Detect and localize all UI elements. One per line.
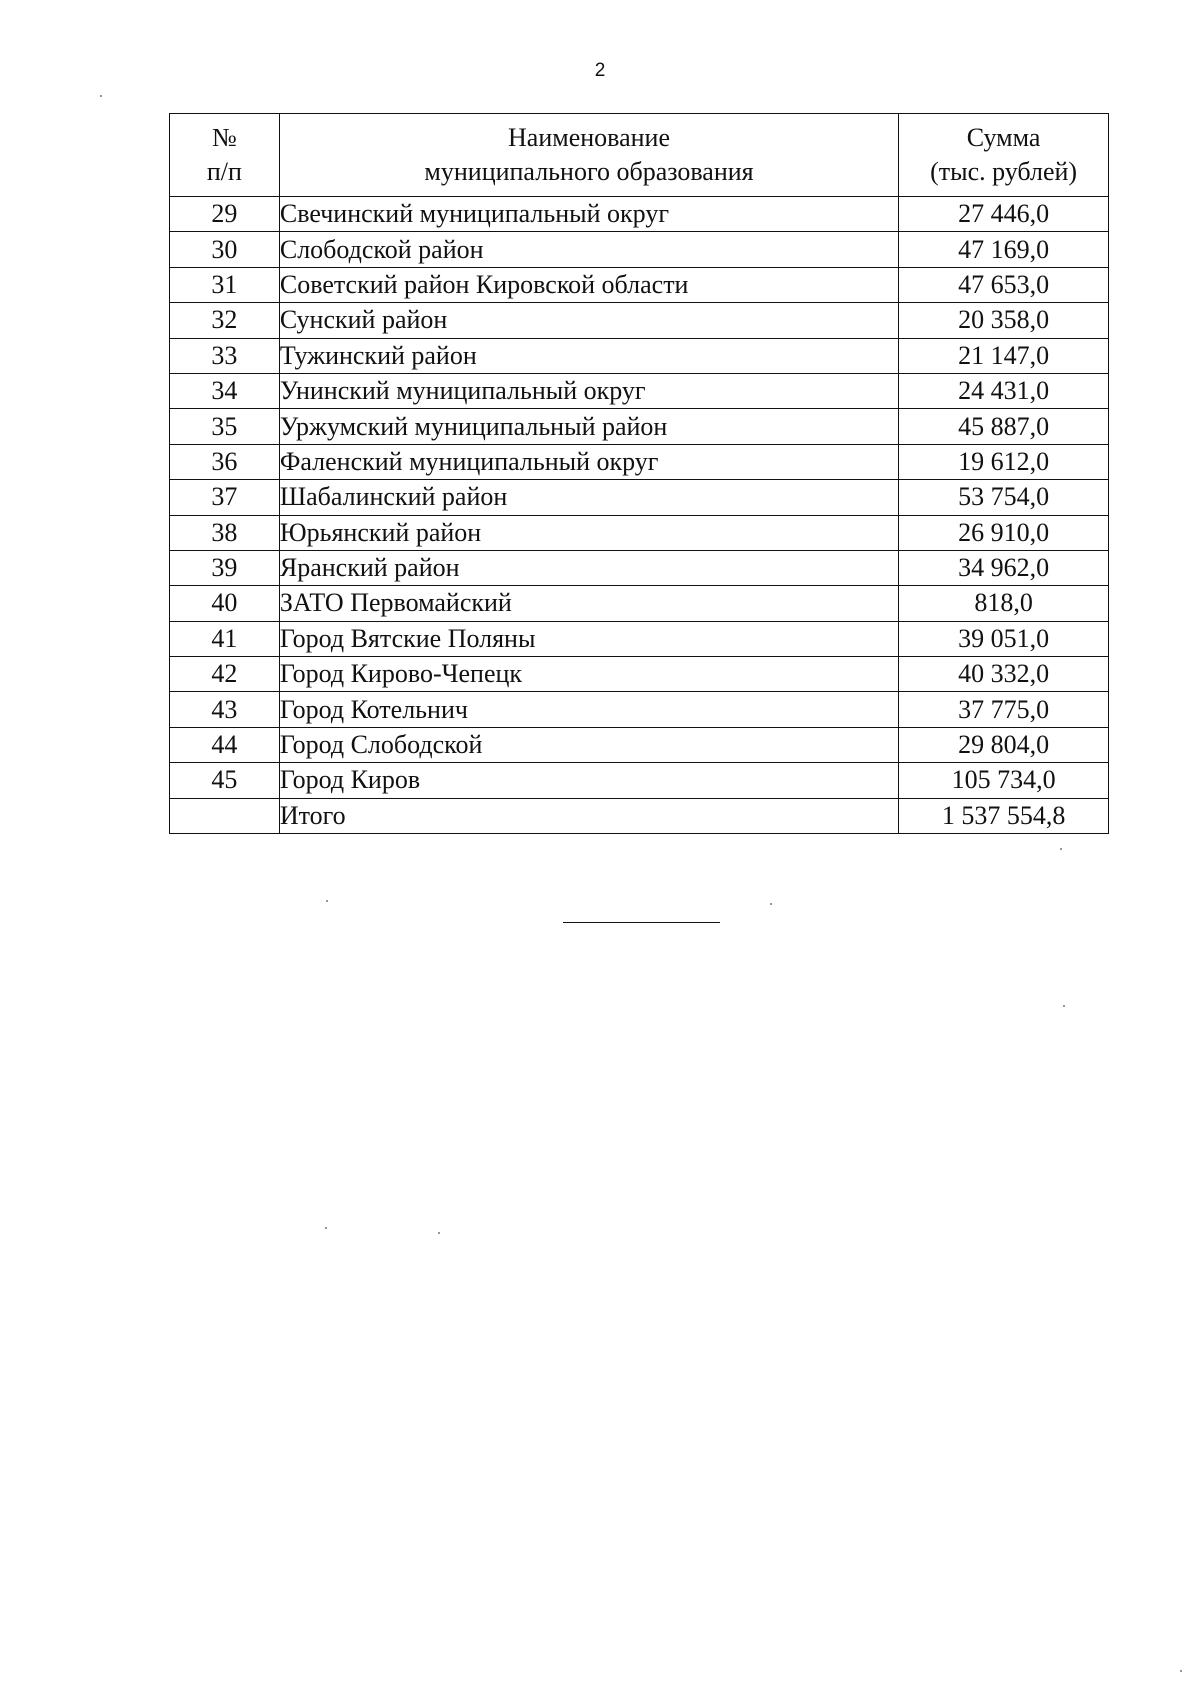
row-number: 34 [170, 373, 280, 408]
table-row [170, 550, 1109, 585]
municipality-name: Город Киров [279, 763, 898, 798]
row-number: 40 [170, 586, 280, 621]
municipality-name: Шабалинский район [279, 480, 898, 515]
header-sum [899, 114, 1109, 197]
table-row [170, 444, 1109, 479]
table-row [170, 657, 1109, 692]
municipality-name: Тужинский район [279, 338, 898, 373]
amount: 40 332,0 [899, 657, 1109, 692]
table-row [170, 232, 1109, 267]
amount: 19 612,0 [899, 444, 1109, 479]
table-row [170, 409, 1109, 444]
header-sum-line-1: Сумма [966, 123, 1041, 153]
scan-speck [438, 1232, 440, 1234]
table-row [170, 763, 1109, 798]
table-row [170, 373, 1109, 408]
municipality-name: Унинский муниципальный округ [279, 373, 898, 408]
amount: 39 051,0 [899, 621, 1109, 656]
table-row [170, 338, 1109, 373]
table-row [170, 197, 1109, 232]
amount: 47 169,0 [899, 232, 1109, 267]
table-row [170, 727, 1109, 762]
table-body [170, 197, 1109, 834]
amount: 21 147,0 [899, 338, 1109, 373]
amount: 105 734,0 [899, 763, 1109, 798]
amount: 26 910,0 [899, 515, 1109, 550]
row-number: 43 [170, 692, 280, 727]
row-number: 45 [170, 763, 280, 798]
scan-speck [325, 1227, 327, 1229]
amount: 24 431,0 [899, 373, 1109, 408]
scan-speck [1060, 848, 1062, 850]
table-row [170, 692, 1109, 727]
municipality-name: Город Котельнич [279, 692, 898, 727]
total-row [170, 798, 1109, 833]
page-number: 2 [594, 60, 606, 81]
total-label: Итого [279, 798, 898, 833]
header-sum-line-2: (тыс. рублей) [930, 157, 1078, 186]
amount: 37 775,0 [899, 692, 1109, 727]
amount: 45 887,0 [899, 409, 1109, 444]
row-number: 32 [170, 303, 280, 338]
municipality-name: Фаленский муниципальный округ [279, 444, 898, 479]
table-row [170, 515, 1109, 550]
table-row [170, 586, 1109, 621]
row-number: 30 [170, 232, 280, 267]
amount: 47 653,0 [899, 267, 1109, 302]
amount: 20 358,0 [899, 303, 1109, 338]
header-name [279, 114, 898, 197]
table-row [170, 480, 1109, 515]
municipality-name: Юрьянский район [279, 515, 898, 550]
row-number: 41 [170, 621, 280, 656]
row-number: 39 [170, 550, 280, 585]
row-number: 42 [170, 657, 280, 692]
row-number: 37 [170, 480, 280, 515]
row-number: 31 [170, 267, 280, 302]
amount: 34 962,0 [899, 550, 1109, 585]
municipality-name: Яранский район [279, 550, 898, 585]
row-number: 35 [170, 409, 280, 444]
scan-speck [770, 903, 772, 905]
table-row [170, 621, 1109, 656]
municipality-name: Сунский район [279, 303, 898, 338]
municipality-name: Город Слободской [279, 727, 898, 762]
table-header-row [170, 114, 1109, 197]
amount: 818,0 [899, 586, 1109, 621]
amount: 29 804,0 [899, 727, 1109, 762]
header-number [170, 114, 280, 197]
total-amount: 1 537 554,8 [899, 798, 1109, 833]
table-row [170, 303, 1109, 338]
row-number: 29 [170, 197, 280, 232]
row-number: 36 [170, 444, 280, 479]
municipality-name: Уржумский муниципальный район [279, 409, 898, 444]
municipality-name: ЗАТО Первомайский [279, 586, 898, 621]
scan-speck [1180, 1670, 1182, 1672]
municipality-name: Слободской район [279, 232, 898, 267]
header-number-line-2: п/п [206, 157, 242, 186]
row-number: 33 [170, 338, 280, 373]
closing-rule [563, 922, 720, 923]
municipality-name: Свечинский муниципальный округ [279, 197, 898, 232]
budget-allocation-table [169, 113, 1109, 834]
municipality-name: Город Кирово-Чепецк [279, 657, 898, 692]
scan-speck [1063, 1005, 1065, 1007]
row-number: 44 [170, 727, 280, 762]
header-name-line-2: муниципального образования [424, 157, 754, 186]
amount: 53 754,0 [899, 480, 1109, 515]
table-row [170, 267, 1109, 302]
scan-speck [326, 900, 328, 902]
header-number-line-1: № [212, 123, 237, 153]
total-number [170, 798, 280, 833]
row-number: 38 [170, 515, 280, 550]
municipality-name: Город Вятские Поляны [279, 621, 898, 656]
amount: 27 446,0 [899, 197, 1109, 232]
municipality-name: Советский район Кировской области [279, 267, 898, 302]
header-name-line-1: Наименование [508, 123, 670, 153]
scan-speck [100, 95, 102, 97]
